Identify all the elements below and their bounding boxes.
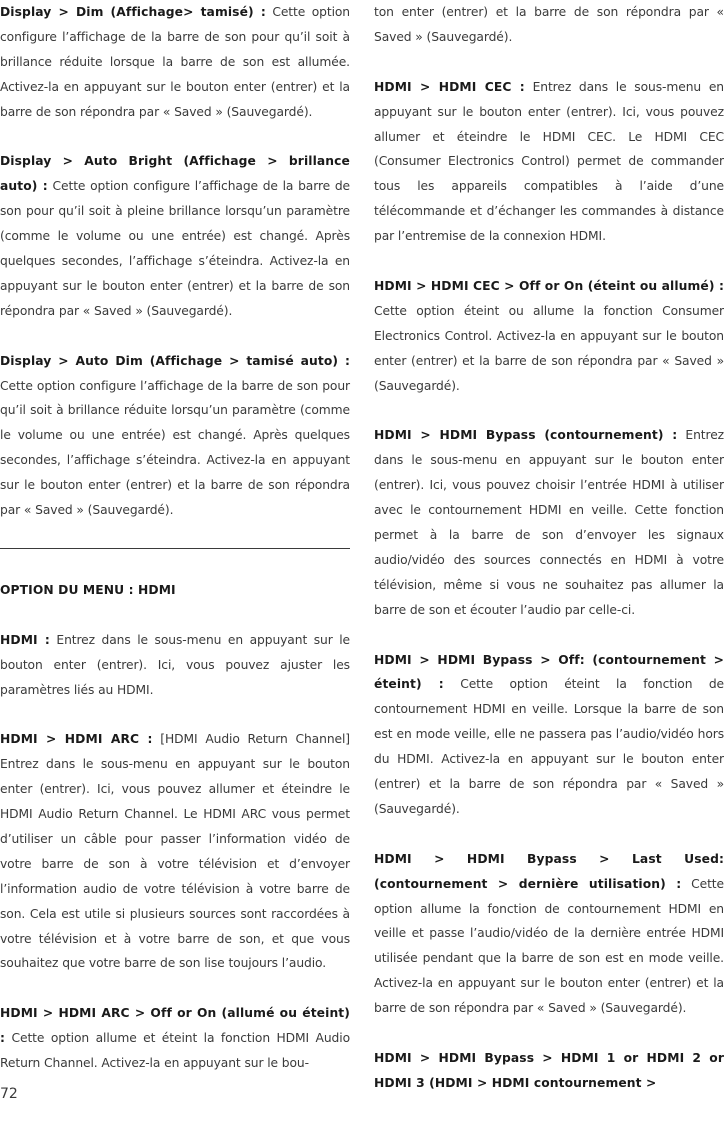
paragraph-hdmi-bypass [374, 423, 724, 622]
paragraph-hdmi-arc-off-on [0, 1001, 350, 1076]
paragraph-display-auto-dim [0, 349, 350, 523]
left-column [0, 0, 350, 1101]
paragraph-hdmi-arc [0, 727, 350, 976]
page-number: 72 [0, 1086, 18, 1102]
paragraph-title: HDMI : [0, 632, 50, 647]
paragraph-title: HDMI > HDMI CEC : [374, 79, 525, 94]
paragraph-body: Entrez dans le sous-menu en appuyant sur le bouton enter (entrer). Ici, vous pouvez choisir l’entrée HDMI à utiliser avec le contournement HDMI en veille. Cette fonction permet à la barre de son d’envoyer les signaux audio/vidéo des sources connectés en HDMI à votre télévision, même si vous ne souhaitez pas allumer la barre de son et écouter l’audio par celle-ci. [374, 428, 724, 617]
paragraph-hdmi-bypass-off [374, 648, 724, 822]
paragraph-body: Cette option allume la fonction de contournement HDMI en veille et passe l’audio/vidéo de la dernière entrée HDMI utilisée pendant que la barre de son est en mode veille. Activez-la en appuyant sur le bouton enter (entrer) et la barre de son répondra par « Saved » (Sauvegardé). [374, 876, 724, 1016]
paragraph-body: Cette option configure l’affichage de la barre de son pour qu’il soit à brillance réduite lorsqu’un paramètre (comme le volume ou une entrée) est changé. Après quelques secondes, l’affichage s’éteindra. Activez-la en appuyant sur le bouton enter (entrer) et la barre de son répondra par « Saved » (Sauvegardé). [0, 378, 350, 518]
paragraph-body: Cette option éteint ou allume la fonction Consumer Electronics Control. Activez-la en appuyant sur le bouton enter (entrer) et la barre de son répondra par « Saved » (Sauvegardé). [374, 303, 724, 393]
paragraph-title: HDMI > HDMI Bypass > Last Used: (contournement > dernière utilisation) : [374, 851, 724, 891]
paragraph-hdmi-bypass-inputs [374, 1046, 724, 1096]
paragraph-title: HDMI > HDMI Bypass > HDMI 1 or HDMI 2 or HDMI 3 (HDMI > HDMI contournement > [374, 1050, 724, 1090]
paragraph-body: Cette option allume et éteint la fonction HDMI Audio Return Channel. Activez-la en appuyant sur le bou- [0, 1031, 350, 1071]
paragraph-title: HDMI > HDMI ARC : [0, 732, 153, 747]
paragraph-display-auto-bright [0, 149, 350, 323]
paragraph-body: Cette option configure l’affichage de la barre de son pour qu’il soit à pleine brillance lorsqu’un paramètre (comme le volume ou une entrée) est changé. Après quelques secondes, l’affichage s’éteindra. Activez-la en appuyant sur le bouton enter (entrer) et la barre de son répondra par « Saved » (Sauvegardé). [0, 179, 350, 318]
paragraph-title: Display > Dim (Affichage> tamisé) : [0, 5, 266, 19]
paragraph-body: Cette option configure l’affichage de la barre de son pour qu’il soit à brillance réduite lorsque la barre de son est allumée. Activez-la en appuyant sur le bouton enter (entrer) et la barre de son répondra par « Saved » (Sauvegardé). [0, 5, 351, 119]
paragraph-body: ton enter (entrer) et la barre de son répondra par « Saved » (Sauvegardé). [374, 5, 724, 44]
paragraph-hdmi-bypass-last-used [374, 847, 724, 1021]
section-title-hdmi: OPTION DU MENU : HDMI [0, 582, 176, 597]
paragraph-hdmi-cec [374, 75, 724, 249]
paragraph-body: [HDMI Audio Return Channel] Entrez dans le sous-menu en appuyant sur le bouton enter (entrer). Ici, vous pouvez allumer et éteindre le HDMI Audio Return Channel. Le HDMI ARC vous permet d’utiliser un câble pour passer l’information vidéo de votre barre de son à votre télévision et d’envoyer l’information audio de votre télévision à votre barre de son. Cela est utile si plusieurs sources sont raccordées à votre télévision et à votre barre de son, et que vous souhaitez que votre barre de son lise toujours l’audio. [0, 732, 350, 971]
paragraph-title: HDMI > HDMI Bypass (contournement) : [374, 428, 678, 443]
paragraph-title: Display > Auto Bright (Affichage > brillance auto) : [0, 154, 350, 194]
paragraph-hdmi [0, 628, 350, 703]
paragraph-title: HDMI > HDMI Bypass > Off: (contournement > éteint) : [374, 652, 724, 692]
paragraph-body: Cette option éteint la fonction de contournement HDMI en veille. Lorsque la barre de son est en mode veille, elle ne passera pas l’audio/vidéo hors du HDMI. Activez-la en appuyant sur le bouton enter (entrer) et la barre de son répondra par « Saved » (Sauvegardé). [374, 677, 724, 816]
section-divider [0, 548, 350, 549]
paragraph-title: HDMI > HDMI CEC > Off or On (éteint ou allumé) : [374, 278, 724, 293]
paragraph-title: Display > Auto Dim (Affichage > tamisé auto) : [0, 353, 350, 368]
paragraph-body: Entrez dans le sous-menu en appuyant sur le bouton enter (entrer). Ici, vous pouvez ajuster les paramètres liés au HDMI. [0, 632, 350, 697]
paragraph-body: Entrez dans le sous-menu en appuyant sur le bouton enter (entrer). Ici, vous pouvez allumer et éteindre le HDMI CEC. Le HDMI CEC (Consumer Electronics Control) permet de commander tous les appareils compatibles à l’aide d’une télécommande et d’échanger les commandes à distance par l’entremise de la connexion HDMI. [374, 79, 724, 244]
right-column [374, 0, 724, 1121]
paragraph-hdmi-cec-off-on [374, 274, 724, 399]
paragraph-display-dim [0, 0, 350, 125]
paragraph-title: HDMI > HDMI ARC > Off or On (allumé ou éteint) : [0, 1006, 350, 1046]
paragraph-continued [374, 0, 724, 50]
